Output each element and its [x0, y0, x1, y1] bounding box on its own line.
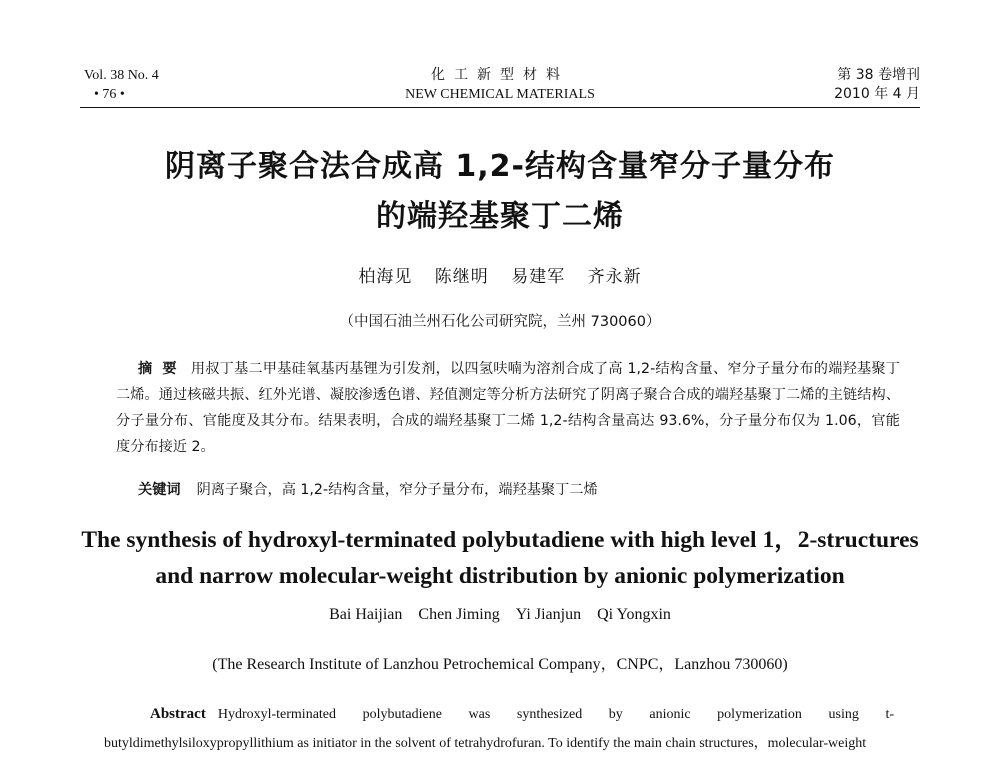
header-right — [834, 66, 920, 104]
author-cn: 齐永新 — [587, 267, 642, 287]
author-en: Yi Jianjun — [515, 606, 582, 623]
keywords-cn — [138, 479, 898, 501]
author-cn: 柏海见 — [358, 267, 413, 287]
author-en: Bai Haijian — [329, 606, 403, 623]
header-rule — [80, 107, 920, 108]
journal-name-cn: 化工新型材料 — [431, 67, 569, 83]
page-number: • 76 • — [94, 87, 125, 102]
affiliation-cn: （中国石油兰州石化公司研究院，兰州 730060） — [339, 314, 661, 330]
title-en-line-1: The synthesis of hydroxyl-terminated polybutadiene with high level 1，2-structures — [81, 527, 919, 553]
abstract-cn-label: 摘要 — [138, 361, 187, 377]
header-left — [84, 66, 159, 104]
paper-title-cn — [60, 142, 940, 242]
abstract-cn-text: 用叔丁基二甲基硅氧基丙基锂为引发剂，以四氢呋喃为溶剂合成了高 1,2-结构含量、窄分子量分布的端羟基聚丁二烯。通过核磁共振、红外光谱、凝胶渗透色谱、羟值测定等分析方法研究了阴离子聚合合成的端羟基聚丁二烯的主链结构、分子量分布、官能度及其分布。结果表明，合成的端羟基聚丁二烯 1,2-结构含量高达 93.6%，分子量分布仅为 1.06，官能度分布接近 2。 — [116, 361, 900, 455]
author-cn: 易建军 — [511, 267, 566, 287]
volume-number: Vol. 38 No. 4 — [84, 68, 159, 83]
abstract-cn — [116, 356, 900, 460]
author-en: Chen Jiming — [418, 606, 500, 623]
abstract-en-label: Abstract — [150, 706, 206, 722]
keywords-cn-label: 关键词 — [138, 482, 181, 498]
title-cn-line-2: 的端羟基聚丁二烯 — [376, 199, 624, 234]
paper-title-en — [40, 522, 960, 594]
issue-cn: 第 38 卷增刊 — [837, 67, 920, 83]
abstract-en-text: Hydroxyl-terminated polybutadiene was synthesized by anionic polymerization using t-butyldimethylsiloxypropyllithium as initiator in the solvent of tetrahydrofuran. To identify the main chain structures，molecular-weight — [104, 707, 894, 751]
authors-en — [0, 606, 1000, 624]
affiliation-en: (The Research Institute of Lanzhou Petrochemical Company，CNPC，Lanzhou 730060) — [212, 656, 788, 673]
author-en: Qi Yongxin — [597, 606, 671, 623]
title-en-line-2: and narrow molecular-weight distribution by anionic polymerization — [155, 563, 845, 589]
authors-cn — [0, 262, 1000, 287]
keywords-cn-text: 阴离子聚合，高 1,2-结构含量，窄分子量分布，端羟基聚丁二烯 — [196, 482, 598, 498]
title-cn-line-1: 阴离子聚合法合成高 1,2-结构含量窄分子量分布 — [164, 149, 836, 184]
header-center — [350, 66, 650, 104]
journal-name-en: NEW CHEMICAL MATERIALS — [405, 87, 595, 102]
abstract-en — [104, 700, 894, 758]
date-cn: 2010 年 4 月 — [834, 86, 920, 102]
author-cn: 陈继明 — [434, 267, 489, 287]
